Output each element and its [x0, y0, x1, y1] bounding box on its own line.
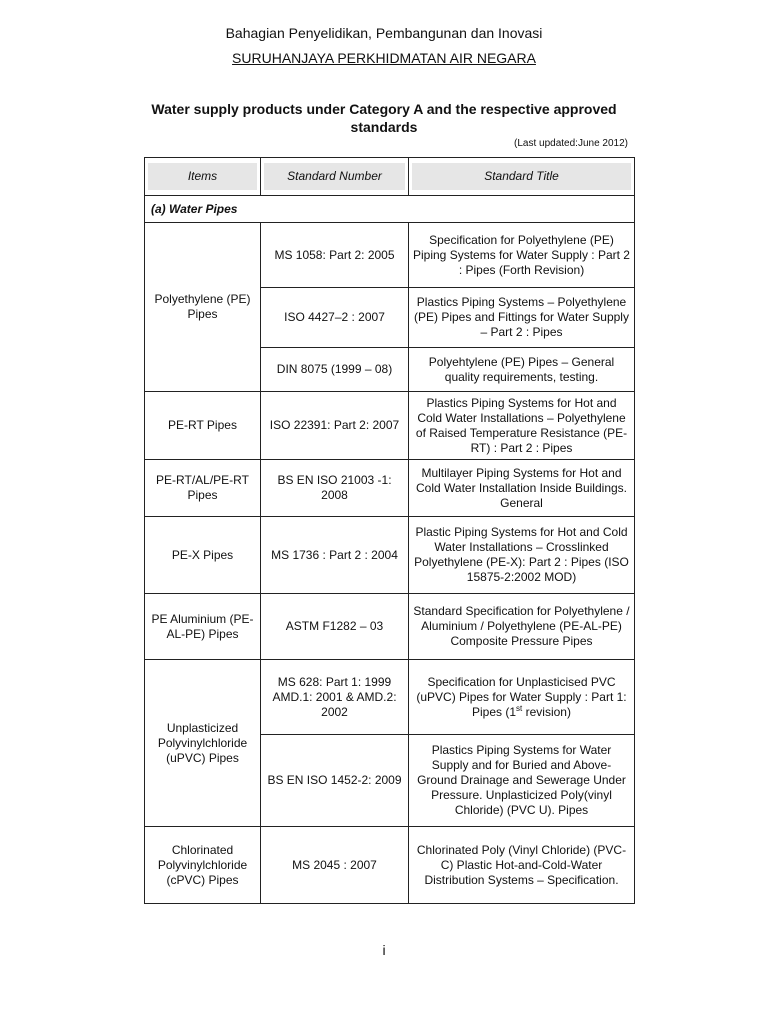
item-cell: PE-RT Pipes — [145, 392, 261, 460]
table-row — [145, 660, 635, 735]
standard-number-cell: ISO 22391: Part 2: 2007 — [261, 392, 409, 460]
column-header-items — [145, 158, 261, 196]
column-header-items-label: Items — [148, 163, 257, 190]
column-header-standard-number — [261, 158, 409, 196]
standard-number-cell: MS 1058: Part 2: 2005 — [261, 223, 409, 288]
standard-title-cell: Plastic Piping Systems for Hot and Cold Water Installations – Crosslinked Polyethylene (PE-X): Part 2 : Pipes (ISO 15875-2:2002 MOD) — [409, 517, 635, 594]
item-cell: PE Aluminium (PE-AL-PE) Pipes — [145, 594, 261, 660]
header-organization-text: SURUHANJAYA PERKHIDMATAN AIR NEGARA — [232, 50, 536, 66]
standard-number-cell: ASTM F1282 – 03 — [261, 594, 409, 660]
standard-title-text-end: revision) — [522, 704, 571, 719]
last-updated-note: (Last updated:June 2012) — [514, 138, 628, 149]
standard-number-cell: DIN 8075 (1999 – 08) — [261, 348, 409, 392]
document-title: Water supply products under Category A and the respective approved standards — [151, 101, 617, 135]
item-cell: Chlorinated Polyvinylchloride (cPVC) Pipes — [145, 827, 261, 904]
table-row — [145, 392, 635, 460]
standard-title-cell: Chlorinated Poly (Vinyl Chloride) (PVC-C) Plastic Hot-and-Cold-Water Distribution Systems – Specification. — [409, 827, 635, 904]
column-header-standard-title-label: Standard Title — [412, 163, 631, 190]
standard-title-cell — [409, 660, 635, 735]
table-row — [145, 460, 635, 517]
standard-number-cell: BS EN ISO 21003 -1: 2008 — [261, 460, 409, 517]
table-row — [145, 223, 635, 288]
header-organization — [0, 50, 768, 66]
table-row — [145, 827, 635, 904]
standard-title-cell: Polyehtylene (PE) Pipes – General quality requirements, testing. — [409, 348, 635, 392]
item-cell: Polyethylene (PE) Pipes — [145, 223, 261, 392]
standard-title-cell: Plastics Piping Systems for Water Supply and for Buried and Above-Ground Drainage and Sewerage Under Pressure. Unplasticized Poly(vinyl Chloride) (PVC U). Pipes — [409, 735, 635, 827]
item-cell: PE-X Pipes — [145, 517, 261, 594]
standard-title-cell: Standard Specification for Polyethylene / Aluminium / Polyethylene (PE-AL-PE) Composite Pressure Pipes — [409, 594, 635, 660]
standard-title-cell: Plastics Piping Systems for Hot and Cold Water Installations – Polyethylene of Raised Temperature Resistance (PE-RT) : Part 2 : Pipes — [409, 392, 635, 460]
standard-number-cell: BS EN ISO 1452-2: 2009 — [261, 735, 409, 827]
item-cell: Unplasticized Polyvinylchloride (uPVC) Pipes — [145, 660, 261, 827]
item-cell: PE-RT/AL/PE-RT Pipes — [145, 460, 261, 517]
column-header-standard-number-label: Standard Number — [264, 163, 405, 190]
standard-number-cell: MS 628: Part 1: 1999 AMD.1: 2001 & AMD.2: 2002 — [261, 660, 409, 735]
header-department: Bahagian Penyelidikan, Pembangunan dan Inovasi — [225, 25, 543, 41]
table-header-row — [145, 158, 635, 196]
standard-number-cell: MS 2045 : 2007 — [261, 827, 409, 904]
superscript-ordinal: st — [516, 703, 523, 713]
standards-table — [144, 157, 635, 904]
table-row — [145, 517, 635, 594]
standard-number-cell: MS 1736 : Part 2 : 2004 — [261, 517, 409, 594]
standard-number-cell: ISO 4427–2 : 2007 — [261, 288, 409, 348]
table-row — [145, 594, 635, 660]
page-number: i — [382, 942, 386, 958]
section-heading: (a) Water Pipes — [145, 196, 635, 223]
standard-title-text: Specification for Unplasticised PVC (uPVC) Pipes for Water Supply : Part 1: Pipes (1 — [416, 674, 627, 719]
standard-title-cell: Multilayer Piping Systems for Hot and Cold Water Installation Inside Buildings. General — [409, 460, 635, 517]
section-row-water-pipes — [145, 196, 635, 223]
column-header-standard-title — [409, 158, 635, 196]
standard-title-cell: Plastics Piping Systems – Polyethylene (PE) Pipes and Fittings for Water Supply – Part 2 : Pipes — [409, 288, 635, 348]
standard-title-cell: Specification for Polyethylene (PE) Piping Systems for Water Supply : Part 2 : Pipes (Forth Revision) — [409, 223, 635, 288]
